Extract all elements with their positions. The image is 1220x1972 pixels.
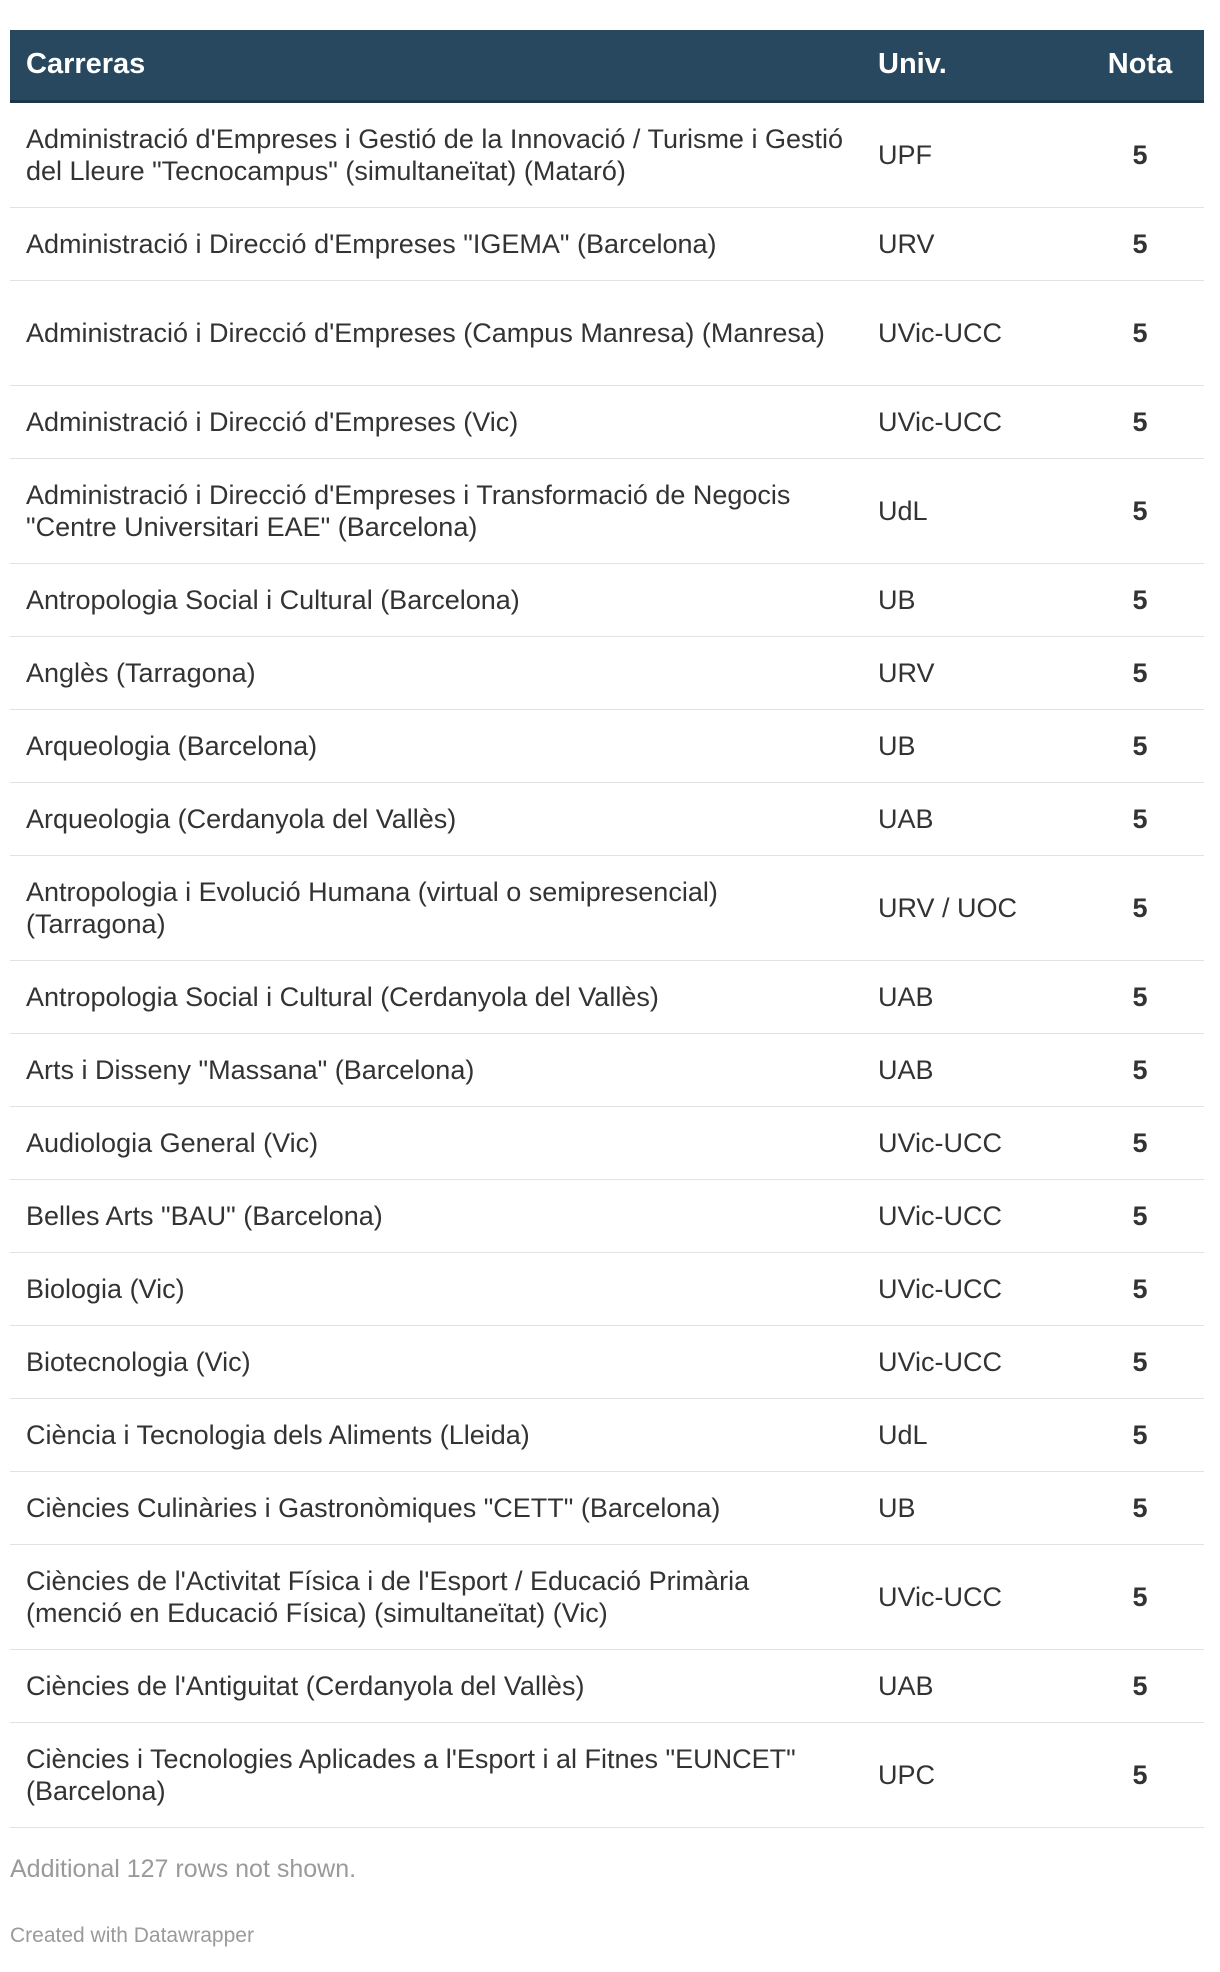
nota-cell: 5 [1076, 782, 1204, 855]
univ-cell: UVic-UCC [862, 1325, 1076, 1398]
nota-cell: 5 [1076, 1179, 1204, 1252]
carrera-cell: Biotecnologia (Vic) [10, 1325, 862, 1398]
column-header-univ[interactable]: Univ. [862, 30, 1076, 101]
nota-cell: 5 [1076, 1398, 1204, 1471]
nota-cell: 5 [1076, 385, 1204, 458]
nota-cell: 5 [1076, 1722, 1204, 1827]
univ-cell: URV [862, 636, 1076, 709]
carrera-cell: Ciències Culinàries i Gastronòmiques "CETT" (Barcelona) [10, 1471, 862, 1544]
column-header-nota[interactable]: Nota [1076, 30, 1204, 101]
carrera-cell: Antropologia i Evolució Humana (virtual o semipresencial) (Tarragona) [10, 855, 862, 960]
table-row [10, 1471, 1204, 1544]
nota-cell: 5 [1076, 1106, 1204, 1179]
univ-cell: UAB [862, 1649, 1076, 1722]
column-header-carreras[interactable]: Carreras [10, 30, 862, 101]
table-row [10, 1106, 1204, 1179]
table-row [10, 280, 1204, 385]
table-row [10, 1649, 1204, 1722]
nota-cell: 5 [1076, 1325, 1204, 1398]
carreras-table [10, 30, 1204, 1828]
univ-cell: UVic-UCC [862, 1252, 1076, 1325]
univ-cell: UPC [862, 1722, 1076, 1827]
table-row [10, 1325, 1204, 1398]
carrera-cell: Administració i Direcció d'Empreses (Vic) [10, 385, 862, 458]
carrera-cell: Anglès (Tarragona) [10, 636, 862, 709]
table-row [10, 385, 1204, 458]
carrera-cell: Biologia (Vic) [10, 1252, 862, 1325]
header-row [10, 30, 1204, 101]
univ-cell: UB [862, 709, 1076, 782]
carrera-cell: Arts i Disseny "Massana" (Barcelona) [10, 1033, 862, 1106]
carrera-cell: Arqueologia (Barcelona) [10, 709, 862, 782]
table-row [10, 960, 1204, 1033]
nota-cell: 5 [1076, 855, 1204, 960]
table-row [10, 1179, 1204, 1252]
univ-cell: UAB [862, 782, 1076, 855]
nota-cell: 5 [1076, 709, 1204, 782]
table-row [10, 855, 1204, 960]
univ-cell: UAB [862, 960, 1076, 1033]
nota-cell: 5 [1076, 1252, 1204, 1325]
nota-cell: 5 [1076, 101, 1204, 207]
nota-cell: 5 [1076, 960, 1204, 1033]
nota-cell: 5 [1076, 636, 1204, 709]
table-row [10, 1544, 1204, 1649]
univ-cell: UVic-UCC [862, 1106, 1076, 1179]
carrera-cell: Arqueologia (Cerdanyola del Vallès) [10, 782, 862, 855]
table-header [10, 30, 1204, 101]
table-row [10, 563, 1204, 636]
univ-cell: UAB [862, 1033, 1076, 1106]
table-row [10, 207, 1204, 280]
nota-cell: 5 [1076, 1544, 1204, 1649]
univ-cell: UdL [862, 1398, 1076, 1471]
univ-cell: URV [862, 207, 1076, 280]
univ-cell: UPF [862, 101, 1076, 207]
table-row [10, 1033, 1204, 1106]
univ-cell: UVic-UCC [862, 280, 1076, 385]
nota-cell: 5 [1076, 1471, 1204, 1544]
carrera-cell: Ciències de l'Antiguitat (Cerdanyola del Vallès) [10, 1649, 862, 1722]
carrera-cell: Audiologia General (Vic) [10, 1106, 862, 1179]
univ-cell: UdL [862, 458, 1076, 563]
univ-cell: UVic-UCC [862, 1179, 1076, 1252]
nota-cell: 5 [1076, 1649, 1204, 1722]
carrera-cell: Antropologia Social i Cultural (Cerdanyola del Vallès) [10, 960, 862, 1033]
table-row [10, 1398, 1204, 1471]
table-row [10, 709, 1204, 782]
carrera-cell: Administració d'Empreses i Gestió de la Innovació / Turisme i Gestió del Lleure "Tecnocampus" (simultaneïtat) (Mataró) [10, 101, 862, 207]
univ-cell: UB [862, 1471, 1076, 1544]
table-row [10, 1722, 1204, 1827]
nota-cell: 5 [1076, 458, 1204, 563]
carrera-cell: Administració i Direcció d'Empreses (Campus Manresa) (Manresa) [10, 280, 862, 385]
carrera-cell: Administració i Direcció d'Empreses i Transformació de Negocis "Centre Universitari EAE" (Barcelona) [10, 458, 862, 563]
carrera-cell: Ciències i Tecnologies Aplicades a l'Esport i al Fitnes "EUNCET" (Barcelona) [10, 1722, 862, 1827]
carrera-cell: Belles Arts "BAU" (Barcelona) [10, 1179, 862, 1252]
rows-not-shown-note: Additional 127 rows not shown. [10, 1855, 357, 1883]
table-row [10, 101, 1204, 207]
carrera-cell: Antropologia Social i Cultural (Barcelona) [10, 563, 862, 636]
nota-cell: 5 [1076, 563, 1204, 636]
table-body [10, 101, 1204, 1827]
univ-cell: UVic-UCC [862, 385, 1076, 458]
univ-cell: UB [862, 563, 1076, 636]
nota-cell: 5 [1076, 1033, 1204, 1106]
table-row [10, 636, 1204, 709]
table-row [10, 458, 1204, 563]
carrera-cell: Ciència i Tecnologia dels Aliments (Lleida) [10, 1398, 862, 1471]
table-row [10, 782, 1204, 855]
carrera-cell: Ciències de l'Activitat Física i de l'Esport / Educació Primària (menció en Educació Física) (simultaneïtat) (Vic) [10, 1544, 862, 1649]
univ-cell: URV / UOC [862, 855, 1076, 960]
univ-cell: UVic-UCC [862, 1544, 1076, 1649]
nota-cell: 5 [1076, 280, 1204, 385]
nota-cell: 5 [1076, 207, 1204, 280]
carrera-cell: Administració i Direcció d'Empreses "IGEMA" (Barcelona) [10, 207, 862, 280]
datawrapper-credit: Created with Datawrapper [10, 1924, 254, 1947]
table-row [10, 1252, 1204, 1325]
